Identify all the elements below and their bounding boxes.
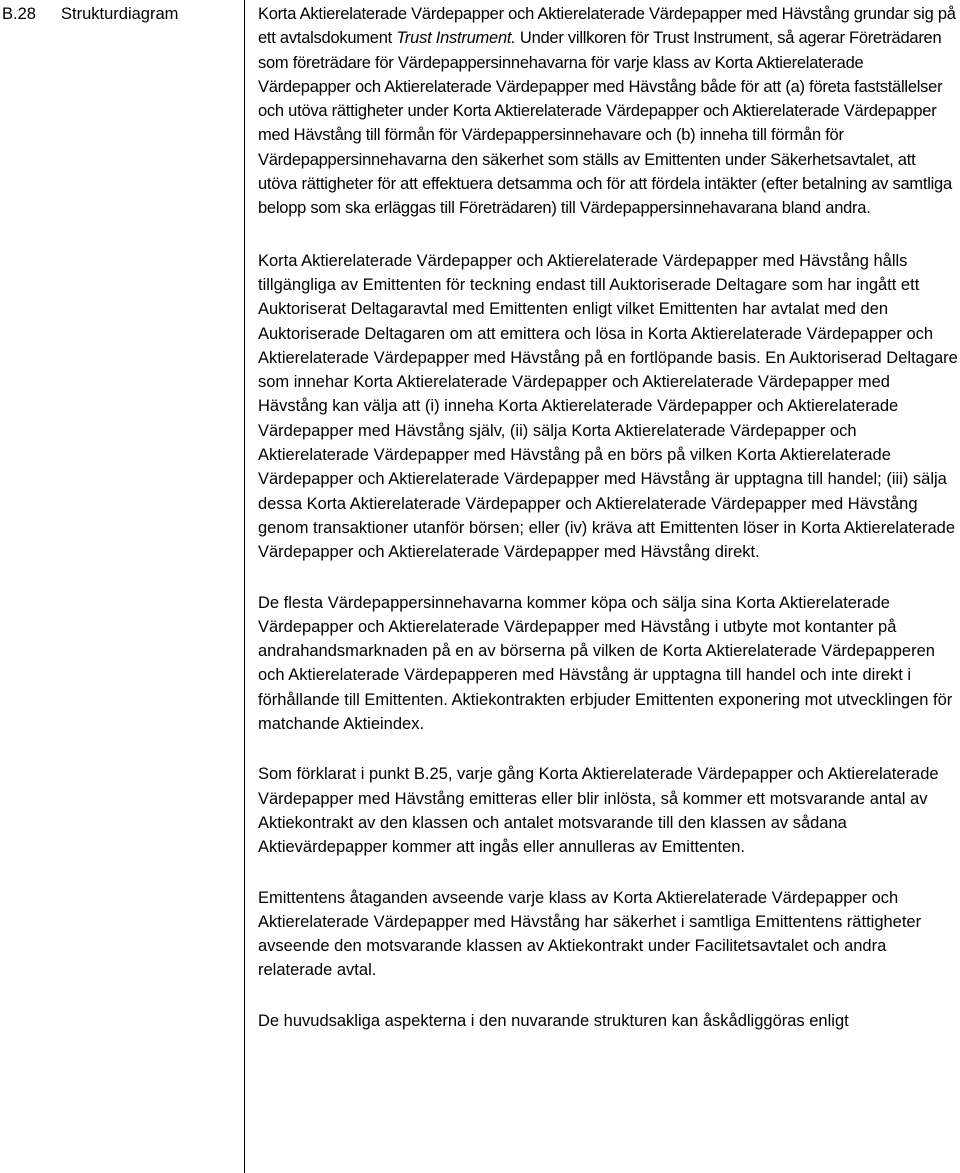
paragraph-issuer-obligations: Emittentens åtaganden avseende varje klass av Korta Aktierelaterade Värdepapper och Aktierelaterade Värdepapper med Hävstång har säkerhet i samtliga Emittentens rättigheter avseende den motsvarande klassen av Aktiekontrakt under Facilitetsavtalet och andra relaterade avtal. (258, 888, 922, 980)
table-column-divider (244, 0, 245, 1173)
section-number: B.28 (2, 5, 36, 23)
paragraph-subscription: Korta Aktierelaterade Värdepapper och Aktierelaterade Värdepapper med Hävstång hålls tillgängliga av Emittenten för teckning endast till Auktoriserade Deltagare som har ingått ett Auktoriserat Deltagaravtal med Emittenten enligt vilket Emittenten har avtalat med den Auktoriserade Deltagaren om att emittera och lösa in Korta Aktierelaterade Värdepapper och Aktierelaterade Värdepapper med Hävstång på en fortlöpande basis. En Auktoriserad Deltagare som innehar Korta Aktierelaterade Värdepapper och Aktierelaterade Värdepapper med Hävstång kan välja att (i) inneha Korta Aktierelaterade Värdepapper och Aktierelaterade Värdepapper med Hävstång själv, (ii) sälja Korta Aktierelaterade Värdepapper och Aktierelaterade Värdepapper med Hävstång på en börs på vilken Korta Aktierelaterade Värdepapper och Aktierelaterade Värdepapper med Hävstång är upptagna till handel; (iii) sälja dessa Korta Aktierelaterade Värdepapper och Aktierelaterade Värdepapper med Hävstång genom transaktioner utanför börsen; eller (iv) kräva att Emittenten löser in Korta Aktierelaterade Värdepapper och Aktierelaterade Värdepapper med Hävstång direkt. (258, 251, 958, 562)
paragraph-trust-instrument (258, 2, 958, 221)
document-name-italic: Trust Instrument. (396, 29, 516, 48)
section-title: Strukturdiagram (61, 5, 179, 23)
paragraph-secondary-market: De flesta Värdepappersinnehavarna kommer köpa och sälja sina Korta Aktierelaterade Värdepapper och Aktierelaterade Värdepapper med Hävstång i utbyte mot kontanter på andrahandsmarknaden på en av börserna på vilken de Korta Aktierelaterade Värdepapperen och Aktierelaterade Värdepapperen med Hävstång är upptagna till handel och inte direkt i förhållande till Emittenten. Aktiekontrakten erbjuder Emittenten exponering mot utvecklingen för matchande Aktieindex. (258, 593, 953, 734)
paragraph-structure-intro: De huvudsakliga aspekterna i den nuvarande strukturen kan åskådliggöras enligt (258, 1011, 849, 1030)
section-content (258, 2, 958, 1059)
paragraph-text: Under villkoren för Trust Instrument, så agerar Företrädaren som företrädare för Värdepappersinnehavarna för varje klass av Korta Aktierelaterade Värdepapper och Aktierelaterade Värdepapper med Hävstång både för att (a) företa fastställelser och utöva rättigheter under Korta Aktierelaterade Värdepapper och Aktierelaterade Värdepapper med Hävstång till förmån för Värdepappersinnehavare och (b) inneha till förmån för Värdepappersinnehavarna den säkerhet som ställs av Emittenten under Säkerhetsavtalet, att utöva rättigheter för att effektuera detsamma och för att fördela intäkter (efter betalning av samtliga belopp som ska erläggas till Företrädaren) till Värdepappersinnehavarana bland andra. (258, 29, 952, 218)
paragraph-equity-contracts: Som förklarat i punkt B.25, varje gång Korta Aktierelaterade Värdepapper och Aktierelaterade Värdepapper med Hävstång emitteras eller blir inlösta, så kommer ett motsvarande antal av Aktiekontrakt av den klassen och antalet motsvarande till den klassen av sådana Aktievärdepapper kommer att ingås eller annulleras av Emittenten. (258, 765, 939, 857)
paragraph-text: Korta Aktierelaterade Värdepapper och Aktierelaterade Värdepapper med Hävstång grundar sig på ett avtalsdokument (258, 5, 956, 48)
